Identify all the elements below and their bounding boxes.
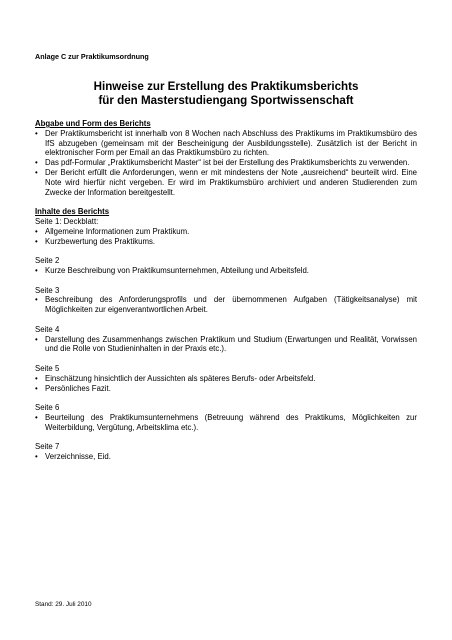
bullet-icon: • <box>35 373 38 383</box>
page-label: Seite 5 <box>35 363 60 373</box>
page-5-list <box>35 374 417 394</box>
page-label: Seite 2 <box>35 256 60 266</box>
bullet-icon: • <box>35 334 38 344</box>
bullet-icon: • <box>35 383 38 393</box>
page-6-list <box>35 413 417 433</box>
annex-label: Anlage C zur Praktikumsordnung <box>35 52 149 61</box>
bullet-icon: • <box>35 295 38 305</box>
list-item: • Beurteilung des Praktikumsunternehmens (Betreuung während des Praktikums, Möglichkeiten zur Weiterbildung, Vergütung, Arbeitsklima etc.). <box>35 412 417 432</box>
page-label: Seite 6 <box>35 403 60 413</box>
list-item: • Darstellung des Zusammenhangs zwischen Praktikum und Studium (Erwartungen und Realität, Vorwissen und die Rolle von Studieninhalten in der Praxis etc.). <box>35 334 417 354</box>
submission-list <box>35 129 417 198</box>
list-item: • Kurze Beschreibung von Praktikumsunternehmen, Abteilung und Arbeitsfeld. <box>35 265 309 275</box>
list-item: • Verzeichnisse, Eid. <box>35 452 111 462</box>
page-label: Seite 3 <box>35 285 60 295</box>
page-label: Seite 7 <box>35 442 60 452</box>
bullet-icon: • <box>35 452 38 462</box>
page-3-list <box>35 295 417 315</box>
list-item: • Persönliches Fazit. <box>35 383 111 393</box>
bullet-icon: • <box>35 226 38 236</box>
list-item: • Das pdf-Formular „Praktikumsbericht Master“ ist bei der Erstellung des Praktikumsberichts zu verwenden. <box>35 158 410 168</box>
bullet-icon: • <box>35 158 38 168</box>
bullet-icon: • <box>35 412 38 422</box>
list-item: • Einschätzung hinsichtlich der Aussichten als späteres Berufs- oder Arbeitsfeld. <box>35 373 316 383</box>
document-body <box>35 119 417 462</box>
page-label: Seite 1: Deckblatt: <box>35 216 99 226</box>
section-heading-submission: Abgabe und Form des Berichts <box>35 119 151 128</box>
page-2-list <box>35 266 417 276</box>
bullet-icon: • <box>35 265 38 275</box>
footer-date: Stand: 29. Juli 2010 <box>35 601 92 608</box>
bullet-icon: • <box>35 128 38 138</box>
list-item: • Der Praktikumsbericht ist innerhalb von 8 Wochen nach Abschluss des Praktikums im Praktikumsbüro des IfS abzugeben (gemeinsam mit der Bescheinigung der Ausbildungsstelle). Zusätzlich ist der Bericht in elektronischer Form per Email an das Praktikumsbüro zu richten. <box>35 128 417 158</box>
list-item: • Beschreibung des Anforderungsprofils und der übernommenen Aufgaben (Tätigkeitsanalyse) mit Möglichkeiten zur eigenverantwortlichen Arbeit. <box>35 295 417 315</box>
section-heading-contents: Inhalte des Berichts <box>35 207 110 217</box>
page-4-list <box>35 335 417 355</box>
list-item: • Kurzbewertung des Praktikums. <box>35 236 156 246</box>
bullet-icon: • <box>35 167 38 177</box>
bullet-icon: • <box>35 236 38 246</box>
list-item: • Allgemeine Informationen zum Praktikum. <box>35 226 190 236</box>
title-line-2: für den Masterstudiengang Sportwissenschaft <box>98 94 354 107</box>
page-7-list <box>35 452 417 462</box>
page-label: Seite 4 <box>35 324 60 334</box>
title-line-1: Hinweise zur Erstellung des Praktikumsberichts <box>93 80 359 93</box>
list-item: • Der Bericht erfüllt die Anforderungen, wenn er mit mindestens der Note „ausreichend“ beurteilt wird. Eine Note wird hierfür nicht vergeben. Er wird im Praktikumsbüro archiviert und anderen Studierenden zum Zwecke der Information bereitgestellt. <box>35 167 417 197</box>
page-1-list <box>35 227 417 247</box>
